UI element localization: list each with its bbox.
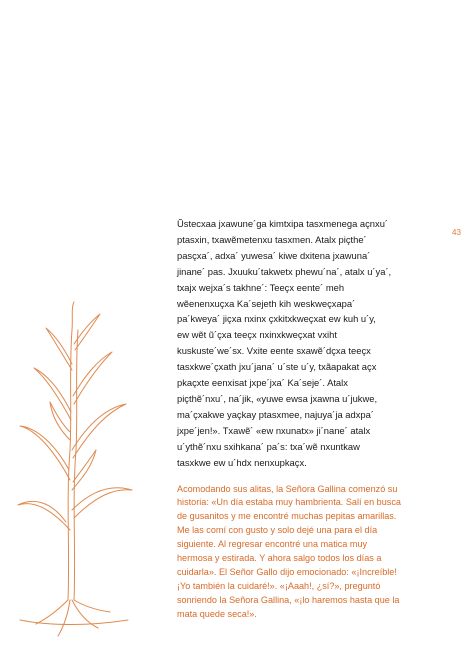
corn-stalk-shadow <box>74 330 78 600</box>
corn-stalk <box>68 302 74 600</box>
leaf <box>18 501 70 530</box>
leaf <box>72 404 126 458</box>
leaf <box>20 426 70 480</box>
roots <box>36 600 110 636</box>
leaf <box>72 488 132 518</box>
text-column <box>177 216 445 622</box>
spanish-paragraph: Acomodando sus alitas, la Señora Gallina comenzó su historia: «Un día estaba muy hambrienta. Salí en busca de gusanitos y me encontré muchas pepitas amarillas. Me las comí con gusto y solo dejé una para el día siguiente. Al regresar encontré una matica muy hermosa y estirada. Y ahora salgo todos los días a cuidarla». El Señor Gallo dijo emocionado: «¡Increíble! ¡Yo también la cuidaré!». «¡Aaah!, ¿sí?», preguntó sonriendo la Señora Gallina, «¡lo haremos hasta que la mata quede seca!». <box>177 483 401 619</box>
page-number: 43 <box>452 228 461 237</box>
nasa-yuwe-paragraph: Ũstecxaa jxawune´ga kimtxipa tasxmenega açnxu´ ptasxin, txawẽmetenxu tasxmen. Atalx piçthe´ pasçxa´, adxa´ yuwesa´ kiwe dxitena jxawuna´ jinane´ pas. Jxuuku´takwetx phewu´na´, atalx u´ya´, txajx wejxa´s takhne´: Teeçx eente´ meh wẽenenxuçxa Ka´sejeth kih weskweçxapa´ pa´kweya´ jiçxa nxinx çxkitxkweçxat ew kuh u´y, ew wẽt ũ´çxa teeçx nxinxkweçxat vxiht kuskuste´we´sx. Vxite eente sxawẽ´dçxa teeçx tasxkwe´çxath jxu´jana´ u´ste u´y, txãapakat açx pkaçxte eenxisat jxpe´jxa´ Ka´seje´. Atalx piçthẽ´nxu´, na´jik, «yuwe ewsa jxawna u´jukwe, ma´çxakwe yaçkay ptasxmee, najuya´ja adxpa´ jxpe´jen!». Txawẽ´ «ew nxunatx» ji´nane´ atalx u´ythẽ´nxu sxihkana´ pa´s: txa´wẽ nxuntkaw tasxkwe ew u´hdx nenxupkaçx. <box>177 218 392 468</box>
corn-ear <box>50 402 70 440</box>
leaf <box>73 352 112 404</box>
leaf <box>46 328 72 370</box>
corn-plant-illustration <box>0 300 150 649</box>
